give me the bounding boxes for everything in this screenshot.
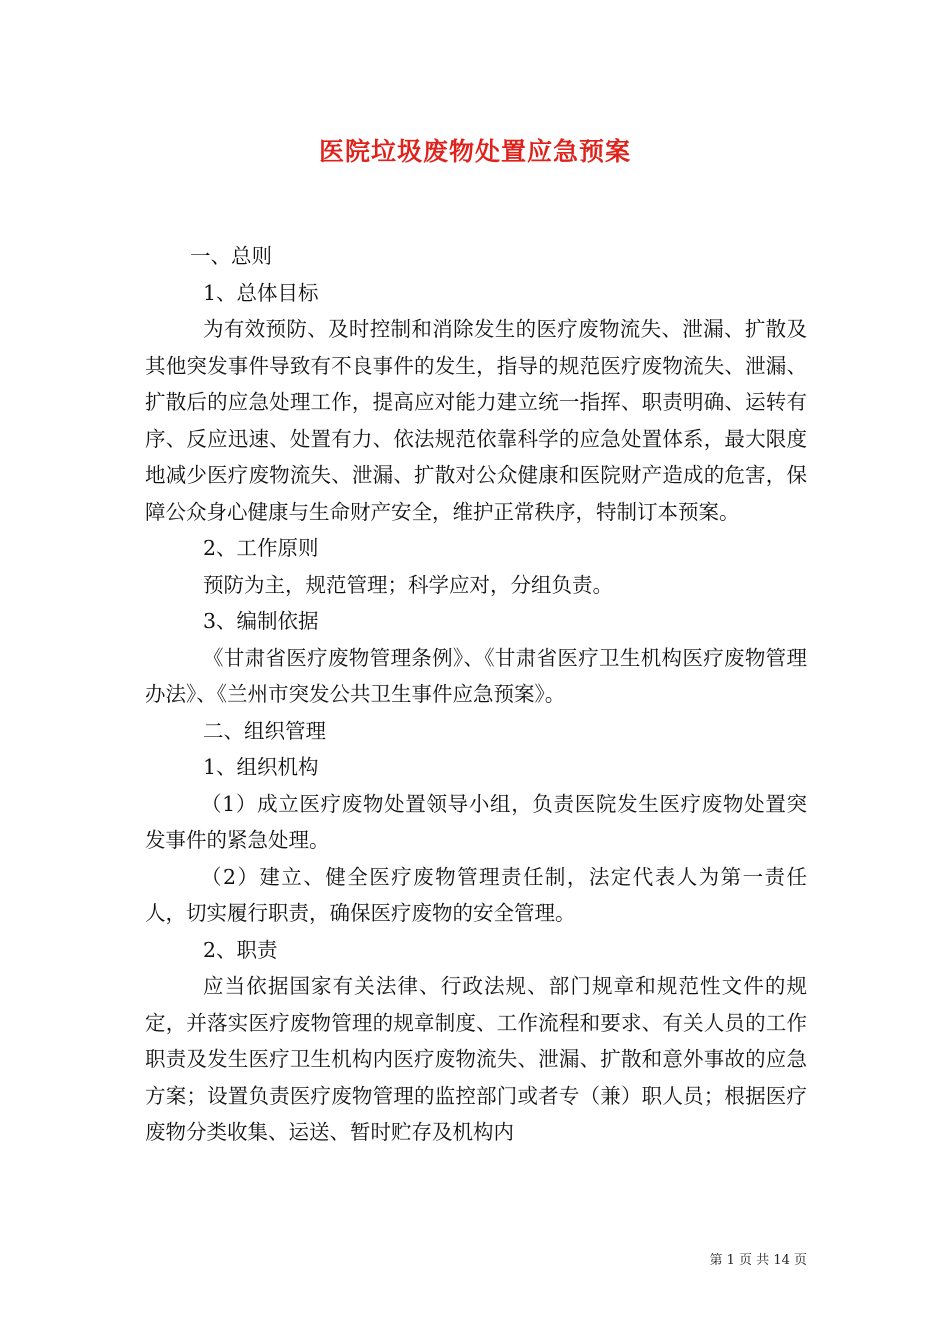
paragraph-duties: 应当依据国家有关法律、行政法规、部门规章和规范性文件的规定，并落实医疗废物管理的规章制度、工作流程和要求、有关人员的工作职责及发生医疗卫生机构内医疗废物流失、泄漏、扩散和意外事故的应急方案；设置负责医疗废物管理的监控部门或者专（兼）职人员；根据医疗废物分类收集、运送、暂时贮存及机构内 [145, 974, 807, 1144]
document-body [145, 238, 807, 1151]
section-heading-general: 一、总则 [190, 244, 272, 268]
paragraph-overall-goal: 为有效预防、及时控制和消除发生的医疗废物流失、泄漏、扩散及其他突发事件导致有不良事件的发生，指导的规范医疗废物流失、泄漏、扩散后的应急处理工作，提高应对能力建立统一指挥、职责明确、运转有序、反应迅速、处置有力、依法规范依靠科学的应急处置体系，最大限度地减少医疗废物流失、泄漏、扩散对公众健康和医院财产造成的危害，保障公众身心健康与生命财产安全，维护正常秩序，特制订本预案。 [145, 317, 807, 524]
paragraph-basis: 《甘肃省医疗废物管理条例》、《甘肃省医疗卫生机构医疗废物管理办法》、《兰州市突发公共卫生事件应急预案》。 [145, 645, 807, 706]
paragraph-item-1: （1）成立医疗废物处置领导小组，负责医院发生医疗废物处置突发事件的紧急处理。 [145, 791, 807, 852]
subheading-organization-structure: 1、组织机构 [203, 755, 319, 779]
subheading-overall-goal: 1、总体目标 [203, 280, 319, 305]
section-heading-organization: 二、组织管理 [203, 718, 326, 743]
subheading-basis: 3、编制依据 [203, 609, 319, 633]
paragraph-item-2: （2）建立、健全医疗废物管理责任制，法定代表人为第一责任人，切实履行职责，确保医疗废物的安全管理。 [145, 864, 807, 925]
document-title: 医院垃圾废物处置应急预案 [318, 137, 631, 166]
paragraph-work-principles: 预防为主，规范管理；科学应对，分组负责。 [203, 572, 613, 597]
subheading-work-principles: 2、工作原则 [203, 536, 319, 560]
subheading-duties: 2、职责 [203, 937, 278, 962]
page-number-footer: 第 1 页 共 14 页 [709, 1253, 807, 1268]
